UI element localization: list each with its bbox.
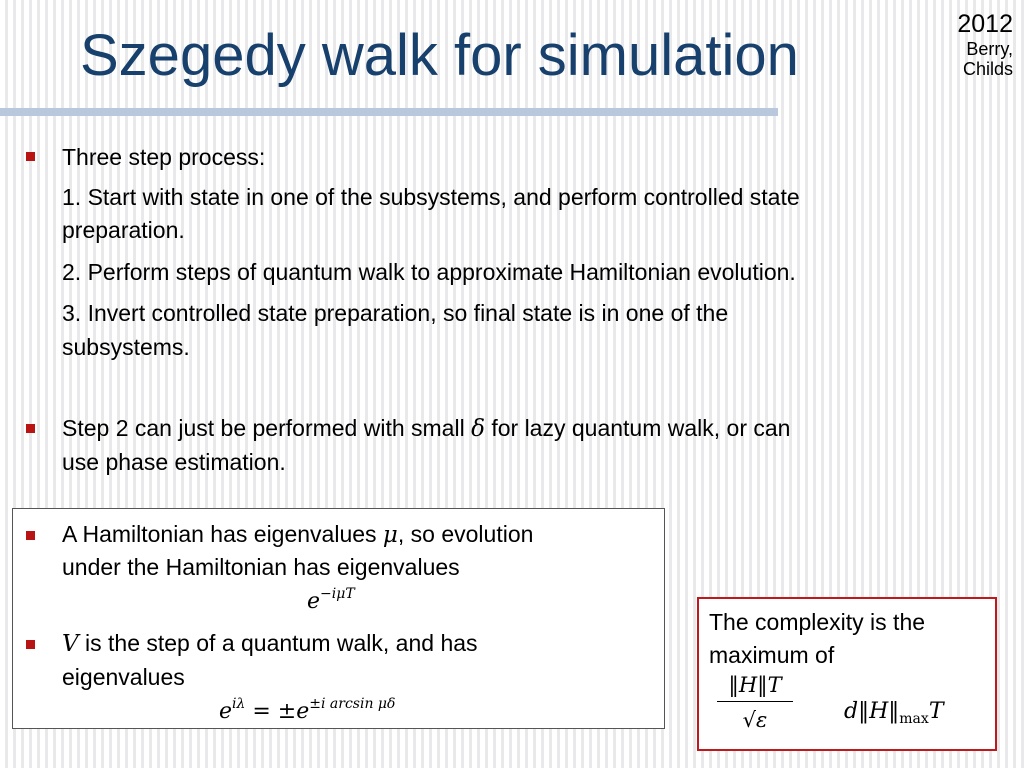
bullet-step-2 — [62, 411, 790, 446]
fraction-denominator: √ε — [742, 708, 768, 732]
expr-d-norm: d‖H‖ — [844, 699, 900, 724]
complexity-line2: maximum of — [709, 642, 835, 668]
citation-authors-line1: Berry, — [966, 38, 1013, 59]
expr-subscript: max — [899, 711, 929, 727]
hamiltonian-line1-pre: A Hamiltonian has eigenvalues — [62, 521, 383, 547]
mu-symbol: μ — [382, 522, 398, 548]
hamiltonian-line2: under the Hamiltonian has eigenvalues — [62, 554, 460, 580]
complexity-fraction — [717, 673, 793, 732]
eq1-base: e — [307, 589, 321, 614]
hamiltonian-line1-post: , so evolution — [397, 521, 534, 547]
expr-t: T — [928, 699, 944, 724]
eq2-lhs-base: e — [219, 699, 233, 724]
v-symbol: V — [62, 631, 79, 657]
eigenvalue-equation-2 — [219, 696, 396, 724]
eq1-exponent: −iμT — [320, 586, 355, 602]
bullet-step-2-line2: use phase estimation. — [62, 449, 286, 475]
eq2-middle: = ±e — [245, 699, 310, 724]
hamiltonian-box — [12, 508, 665, 729]
bullet-step-2-post: for lazy quantum walk, or can — [484, 415, 791, 441]
walk-step-line1 — [62, 626, 478, 661]
bullet-marker — [26, 531, 35, 540]
eq2-lhs-exponent: iλ — [232, 696, 246, 712]
step-1-line2: preparation. — [62, 217, 185, 243]
complexity-line1: The complexity is the — [709, 609, 926, 635]
bullet-marker — [26, 152, 35, 161]
title-underline — [0, 108, 778, 116]
eigenvalue-equation-1 — [307, 586, 355, 614]
citation-year: 2012 — [957, 10, 1013, 38]
complexity-expression — [844, 699, 944, 727]
step-3-line1: 3. Invert controlled state preparation, so final state is in one of the — [62, 300, 729, 326]
citation — [957, 10, 1013, 80]
walk-step-line2: eigenvalues — [62, 664, 185, 690]
citation-authors-line2: Childs — [962, 59, 1013, 80]
slide-title: Szegedy walk for simulation — [80, 23, 799, 88]
walk-step-line1-post: is the step of a quantum walk, and has — [78, 630, 478, 656]
eq2-rhs-exponent: ±i arcsin μδ — [309, 696, 396, 712]
step-2: 2. Perform steps of quantum walk to approximate Hamiltonian evolution. — [62, 259, 796, 285]
bullet-marker — [26, 424, 35, 433]
step-3-line2: subsystems. — [62, 334, 190, 360]
bullet-marker — [26, 640, 35, 649]
step-1-line1: 1. Start with state in one of the subsystems, and perform controlled state — [62, 184, 800, 210]
hamiltonian-line1 — [62, 517, 533, 552]
bullet-step-2-pre: Step 2 can just be performed with small — [62, 415, 472, 441]
bullet-three-step: Three step process: — [62, 144, 266, 170]
complexity-box — [697, 597, 997, 751]
fraction-numerator: ‖H‖T — [717, 673, 793, 702]
delta-symbol: δ — [471, 416, 485, 442]
